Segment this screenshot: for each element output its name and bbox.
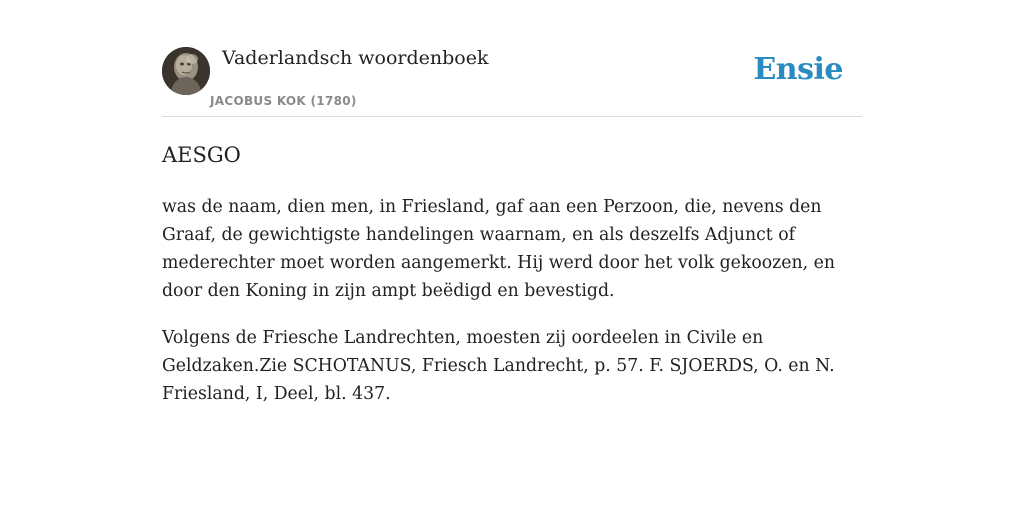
- entry-headword: AESGO: [162, 143, 241, 167]
- entry-content: [162, 140, 867, 427]
- entry-paragraph-1: was de naam, dien men, in Friesland, gaf aan een Perzoon, die, nevens den Graaf, de gewichtigste handelingen waarnam, en als deszelfs Adjunct of mederechter moet worden aangemerkt. Hij werd door het volk gekoozen, en door den Koning in zijn ampt beëdigd en bevestigd.: [162, 197, 835, 301]
- page-header: [162, 46, 862, 117]
- ensie-logo-link[interactable]: Ensie: [753, 52, 843, 87]
- book-title[interactable]: Vaderlandsch woordenboek: [222, 47, 489, 69]
- portrait-icon: [162, 47, 210, 95]
- entry-paragraph-2: Volgens de Friesche Landrechten, moesten zij oordeelen in Civile en Geldzaken.Zie SCHOTANUS, Friesch Landrecht, p. 57. F. SJOERDS, O. en N. Friesland, I, Deel, bl. 437.: [162, 328, 835, 404]
- author-label[interactable]: JACOBUS KOK (1780): [210, 94, 357, 108]
- author-portrait-avatar[interactable]: [162, 47, 210, 95]
